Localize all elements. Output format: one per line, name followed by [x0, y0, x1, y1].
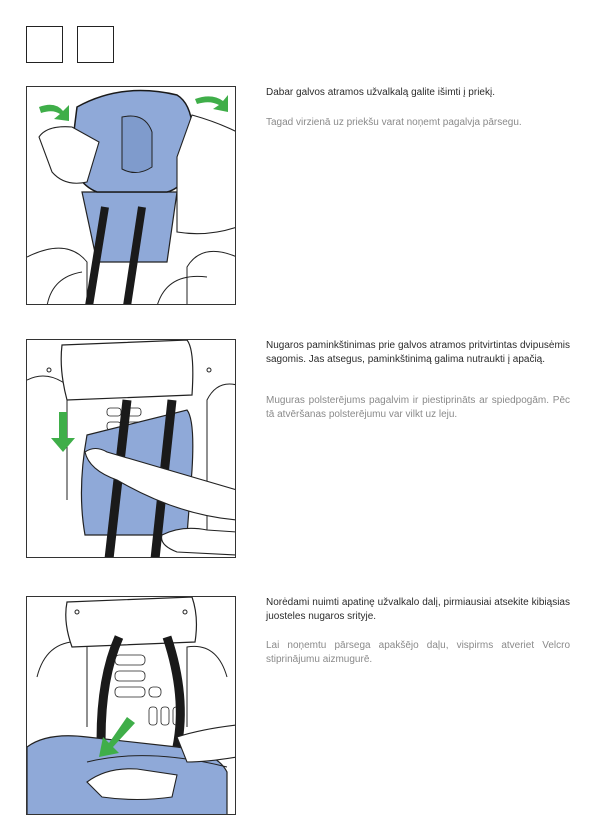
step-1-illustration	[26, 86, 236, 305]
step-3-primary: Norėdami nuimti apatinę užvalkalo dalį, pirmiausiai atsekite kibiąsias juosteles nugaros srityje.	[266, 597, 570, 622]
step-1-primary: Dabar galvos atramos užvalkalą galite išimti į priekį.	[266, 87, 495, 98]
header-box-left	[26, 26, 63, 63]
step-2-illustration	[26, 339, 236, 558]
step-1-text	[266, 86, 570, 129]
step-1-secondary: Tagad virzienā uz priekšu varat noņemt pagalvja pārsegu.	[266, 116, 522, 128]
step-3-secondary: Lai noņemtu pārsega apakšējo daļu, vispirms atveriet Velcro stiprinājumu aizmugurē.	[266, 640, 570, 665]
step-2-primary: Nugaros paminkštinimas prie galvos atramos pritvirtintas dvipusėmis sagomis. Jas atsegus, paminkštinimą galima nutraukti į apačią.	[266, 340, 570, 365]
header-box-right	[77, 26, 114, 63]
step-2-secondary: Muguras polsterējums pagalvim ir piestiprināts ar spiedpogām. Pēc tā atvēršanas polsterējumu var vilkt uz leju.	[266, 395, 570, 420]
step-3-illustration	[26, 596, 236, 815]
step-2-text	[266, 339, 570, 421]
step-3-text	[266, 596, 570, 666]
